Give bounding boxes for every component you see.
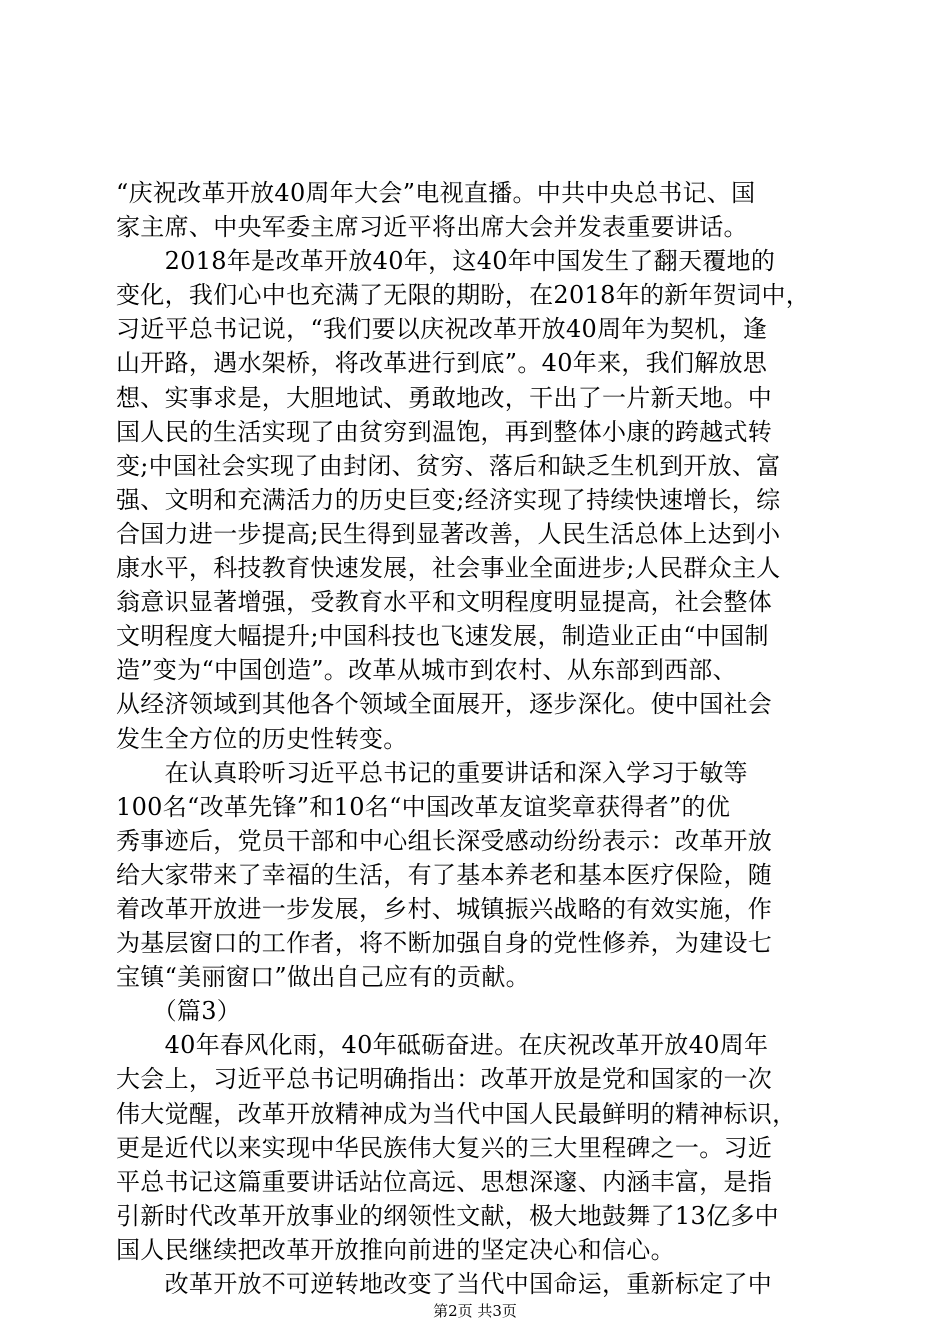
text-line: 造”变为“中国创造”。改革从城市到农村、从东部到西部、 — [116, 656, 737, 685]
text-line: 更是近代以来实现中华民族伟大复兴的三大里程碑之一。习近 — [116, 1133, 773, 1162]
text-line: 引新时代改革开放事业的纲领性文献，极大地鼓舞了13亿多中 — [116, 1201, 779, 1230]
text-line: 秀事迹后，党员干部和中心组长深受感动纷纷表示：改革开放 — [116, 826, 773, 855]
document-body — [116, 176, 836, 1301]
text-line: 平总书记这篇重要讲话站位高远、思想深邃、内涵丰富，是指 — [116, 1167, 773, 1196]
text-line: 习近平总书记说，“我们要以庆祝改革开放40周年为契机，逢 — [116, 315, 768, 344]
text-line: 改革开放不可逆转地改变了当代中国命运，重新标定了中 — [116, 1270, 773, 1298]
text-line: 强、文明和充满活力的历史巨变;经济实现了持续快速增长，综 — [116, 485, 781, 514]
text-line: 发生全方位的历史性转变。 — [116, 724, 408, 753]
text-line: 山开路，遇水架桥，将改革进行到底”。40年来，我们解放思 — [116, 349, 768, 378]
text-line: “庆祝改革开放40周年大会”电视直播。中共中央总书记、国 — [116, 179, 756, 207]
text-line: 想、实事求是，大胆地试、勇敢地改，干出了一片新天地。中 — [116, 383, 773, 412]
text-line: 40年春风化雨，40年砥砺奋进。在庆祝改革开放40周年 — [116, 1031, 769, 1060]
text-line: 合国力进一步提高;民生得到显著改善，人民生活总体上达到小 — [116, 519, 781, 548]
text-line: 为基层窗口的工作者，将不断加强自身的党性修养，为建设七 — [116, 929, 773, 958]
text-line: 2018年是改革开放40年，这40年中国发生了翻天覆地的 — [116, 247, 776, 276]
text-line: 给大家带来了幸福的生活，有了基本养老和基本医疗保险，随 — [116, 860, 773, 889]
text-line: 从经济领域到其他各个领域全面展开，逐步深化。使中国社会 — [116, 690, 773, 719]
text-line: 在认真聆听习近平总书记的重要讲话和深入学习于敏等 — [116, 758, 748, 787]
text-line: 康水平，科技教育快速发展，社会事业全面进步;人民群众主人 — [116, 554, 781, 583]
text-line: 伟大觉醒，改革开放精神成为当代中国人民最鲜明的精神标识， — [116, 1099, 797, 1128]
text-line: （篇3） — [116, 997, 242, 1026]
text-line: 国人民继续把改革开放推向前进的坚定决心和信心。 — [116, 1235, 675, 1264]
text-line: 100名“改革先锋”和10名“中国改革友谊奖章获得者”的优 — [116, 792, 731, 821]
text-line: 翁意识显著增强，受教育水平和文明程度明显提高，社会整体 — [116, 588, 773, 617]
text-line: 大会上，习近平总书记明确指出：改革开放是党和国家的一次 — [116, 1065, 773, 1094]
text-line: 家主席、中央军委主席习近平将出席大会并发表重要讲话。 — [116, 213, 748, 242]
page-footer: 第2页 共3页 — [433, 1302, 517, 1320]
text-line: 文明程度大幅提升;中国科技也飞速发展，制造业正由“中国制 — [116, 622, 769, 651]
text-line: 变化，我们心中也充满了无限的期盼，在2018年的新年贺词中， — [116, 281, 811, 310]
text-line: 变;中国社会实现了由封闭、贫穷、落后和缺乏生机到开放、富 — [116, 451, 781, 480]
text-line: 着改革开放进一步发展，乡村、城镇振兴战略的有效实施，作 — [116, 894, 773, 923]
text-line: 宝镇“美丽窗口”做出自己应有的贡献。 — [116, 963, 530, 992]
text-line: 国人民的生活实现了由贫穷到温饱，再到整体小康的跨越式转 — [116, 417, 773, 446]
